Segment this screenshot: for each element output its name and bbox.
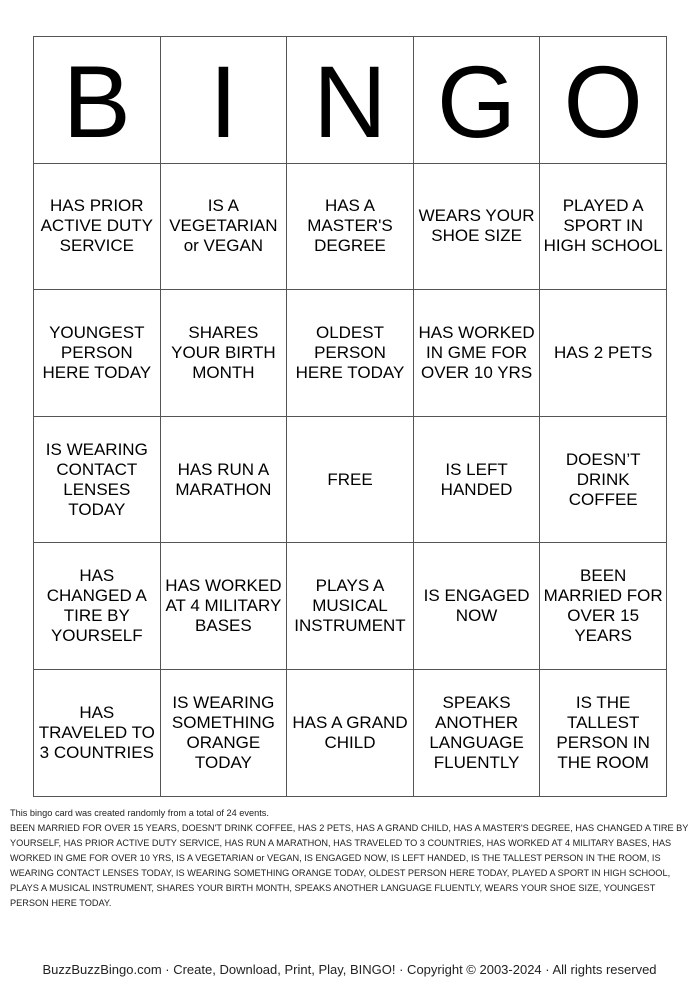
bingo-cell: IS THE TALLEST PERSON IN THE ROOM — [540, 669, 667, 796]
bingo-cell: IS A VEGETARIAN or VEGAN — [160, 163, 287, 290]
bingo-cell: YOUNGEST PERSON HERE TODAY — [34, 290, 161, 417]
notes-intro: This bingo card was created randomly from a total of 24 events. — [10, 808, 269, 818]
card-row — [34, 669, 667, 796]
bingo-cell: SPEAKS ANOTHER LANGUAGE FLUENTLY — [413, 669, 540, 796]
bingo-cell: SHARES YOUR BIRTH MONTH — [160, 290, 287, 417]
bingo-cell: HAS 2 PETS — [540, 290, 667, 417]
header-letter-b: B — [34, 37, 161, 164]
card-row — [34, 290, 667, 417]
bingo-cell: HAS WORKED IN GME FOR OVER 10 YRS — [413, 290, 540, 417]
bingo-cell: WEARS YOUR SHOE SIZE — [413, 163, 540, 290]
bingo-cell: PLAYED A SPORT IN HIGH SCHOOL — [540, 163, 667, 290]
bingo-cell: HAS A MASTER'S DEGREE — [287, 163, 414, 290]
bingo-cell: IS WEARING SOMETHING ORANGE TODAY — [160, 669, 287, 796]
notes-event-list: BEEN MARRIED FOR OVER 15 YEARS, DOESN'T DRINK COFFEE, HAS 2 PETS, HAS A GRAND CHILD, HAS A MASTER'S DEGREE, HAS CHANGED A TIRE BY YOURSELF, HAS PRIOR ACTIVE DUTY SERVICE, HAS RUN A MARATHON, HAS TRAVELED TO 3 COUNTRIES, HAS WORKED AT 4 MILITARY BASES, HAS WORKED IN GME FOR OVER 10 YRS, IS A VEGETARIAN or VEGAN, IS ENGAGED NOW, IS LEFT HANDED, IS THE TALLEST PERSON IN THE ROOM, IS WEARING CONTACT LENSES TODAY, IS WEARING SOMETHING ORANGE TODAY, OLDEST PERSON HERE TODAY, PLAYED A SPORT IN HIGH SCHOOL, PLAYS A MUSICAL INSTRUMENT, SHARES YOUR BIRTH MONTH, SPEAKS ANOTHER LANGUAGE FLUENTLY, WEARS YOUR SHOE SIZE, YOUNGEST PERSON HERE TODAY. — [10, 823, 689, 908]
card-row — [34, 543, 667, 670]
card-row — [34, 163, 667, 290]
header-letter-i: I — [160, 37, 287, 164]
bingo-cell: HAS CHANGED A TIRE BY YOURSELF — [34, 543, 161, 670]
site-footer: BuzzBuzzBingo.com · Create, Download, Print, Play, BINGO! · Copyright © 2003-2024 · All rights reserved — [42, 962, 657, 977]
card-notes — [10, 806, 690, 911]
bingo-cell: HAS RUN A MARATHON — [160, 416, 287, 543]
header-row — [34, 37, 667, 164]
bingo-cell: IS LEFT HANDED — [413, 416, 540, 543]
bingo-cell: HAS WORKED AT 4 MILITARY BASES — [160, 543, 287, 670]
bingo-cell: DOESN’T DRINK COFFEE — [540, 416, 667, 543]
header-letter-g: G — [413, 37, 540, 164]
bingo-cell: HAS PRIOR ACTIVE DUTY SERVICE — [34, 163, 161, 290]
bingo-cell: OLDEST PERSON HERE TODAY — [287, 290, 414, 417]
bingo-cell: HAS TRAVELED TO 3 COUNTRIES — [34, 669, 161, 796]
bingo-card — [33, 36, 667, 797]
header-letter-n: N — [287, 37, 414, 164]
bingo-cell: BEEN MARRIED FOR OVER 15 YEARS — [540, 543, 667, 670]
bingo-cell: IS ENGAGED NOW — [413, 543, 540, 670]
bingo-cell: HAS A GRAND CHILD — [287, 669, 414, 796]
free-cell: FREE — [287, 416, 414, 543]
bingo-cell: IS WEARING CONTACT LENSES TODAY — [34, 416, 161, 543]
header-letter-o: O — [540, 37, 667, 164]
bingo-cell: PLAYS A MUSICAL INSTRUMENT — [287, 543, 414, 670]
card-row — [34, 416, 667, 543]
